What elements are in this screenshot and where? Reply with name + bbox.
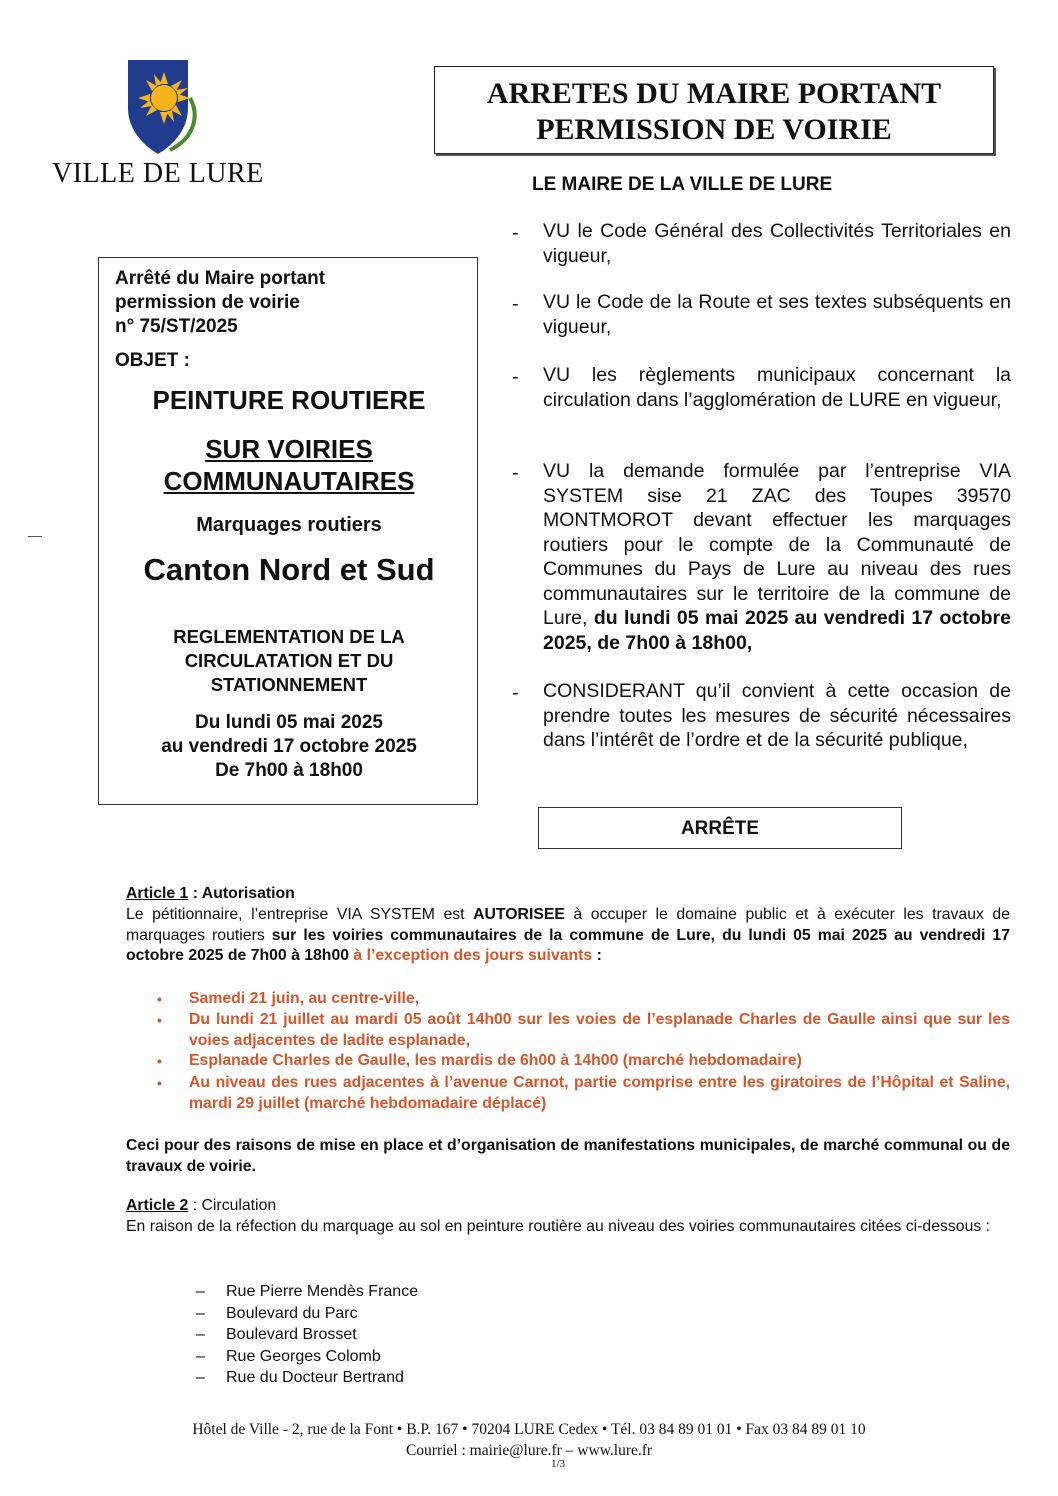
list-dash: – xyxy=(196,1348,205,1365)
objet-label: OBJET : xyxy=(115,350,190,371)
date-line1: Du lundi 05 mai 2025 xyxy=(195,712,383,733)
list-dash: - xyxy=(512,293,519,315)
article-number: Article 2 xyxy=(126,1197,189,1214)
decree-type-line1: Arrêté du Maire portant xyxy=(115,268,326,289)
street-name: Rue Pierre Mendès France xyxy=(226,1283,419,1300)
exception-text: Au niveau des rues adjacentes à l’avenue Carnot, partie comprise entre les giratoires de l’Hôpital et Saline, mardi 29 juillet (marché hebdomadaire déplacé) xyxy=(189,1074,1010,1112)
list-dash: - xyxy=(512,222,519,244)
article-1-heading xyxy=(126,884,1010,905)
bullet: • xyxy=(157,991,162,1007)
street-name: Boulevard Brosset xyxy=(226,1326,357,1343)
text-run-bold: AUTORISEE xyxy=(473,906,565,923)
footer-address: Hôtel de Ville - 2, rue de la Font • B.P. 167 • 70204 LURE Cedex • Tél. 03 84 89 01 01 • Fax 03 84 89 01 10 xyxy=(192,1421,866,1438)
bullet: • xyxy=(157,1053,162,1069)
list-dash: - xyxy=(512,682,519,704)
bullet: • xyxy=(157,1012,162,1028)
text-run-bold: sur les voiries communautaires de la commune de Lure, du lundi 05 mai 2025 au vendredi 17 octobre 2025 de 7h00 à 18h00 xyxy=(126,926,1010,964)
street-name: Rue du Docteur Bertrand xyxy=(226,1369,404,1386)
text-run: Le pétitionnaire, l’entreprise VIA SYSTEM est xyxy=(126,906,474,923)
decree-number: n° 75/ST/2025 xyxy=(115,316,238,337)
list-dash: - xyxy=(512,462,519,484)
margin-mark xyxy=(28,536,42,537)
list-dash: - xyxy=(512,366,519,388)
decree-type-line2: permission de voirie xyxy=(115,292,300,313)
subject-line2: SUR VOIRIES xyxy=(205,434,373,464)
footer-contact: Courriel : mairie@lure.fr – www.lure.fr xyxy=(405,1442,653,1459)
subject-line1: PEINTURE ROUTIERE xyxy=(152,385,426,415)
exception-text: Samedi 21 juin, au centre-ville, xyxy=(189,990,420,1007)
list-dash: – xyxy=(196,1283,205,1300)
date-line3: De 7h00 à 18h00 xyxy=(215,760,363,781)
article-title: : Autorisation xyxy=(188,885,295,902)
arrete-heading: ARRÊTE xyxy=(538,807,902,849)
article-title: : Circulation xyxy=(188,1197,277,1214)
vu-request-text: VU la demande formulée par l’entreprise VIA SYSTEM sise 21 ZAC des Toupes 39570 MONTMOROT devant effectuer les marquages routiers pour le compte de la Communauté de Communes du Pays de Lure au niveau des rues communautaires sur le territoire de la commune de Lure, xyxy=(543,460,1011,629)
vu-item-text: VU le Code Général des Collectivités Territoriales en vigueur, xyxy=(543,220,1011,267)
regulation-line2: CIRCULATATION ET DU xyxy=(184,650,394,671)
ville-de-lure-logo xyxy=(118,58,208,158)
article-1-body xyxy=(126,905,1010,967)
vu-item-text xyxy=(543,459,1011,655)
text-run: à occuper le domaine public et à exécuter les travaux de marquages routiers xyxy=(126,906,1010,944)
decree-summary-box xyxy=(98,257,478,805)
date-line2: au vendredi 17 octobre 2025 xyxy=(161,736,417,757)
title-line-1: ARRETES DU MAIRE PORTANT xyxy=(486,77,942,110)
authority-heading: LE MAIRE DE LA VILLE DE LURE xyxy=(532,174,833,195)
title-line-2: PERMISSION DE VOIRIE xyxy=(536,113,892,146)
subject-line4: Marquages routiers xyxy=(196,514,382,536)
text-run-bold: : xyxy=(592,947,602,964)
list-dash: – xyxy=(196,1369,205,1386)
regulation-line3: STATIONNEMENT xyxy=(210,674,368,695)
vu-item-text: CONSIDERANT qu’il convient à cette occasion de prendre toutes les mesures de sécurité nécessaires dans l’intérêt de l’ordre et de la sécurité publique, xyxy=(543,680,1011,751)
bullet: • xyxy=(157,1075,162,1091)
article-2-heading xyxy=(126,1196,1010,1217)
list-dash: – xyxy=(196,1305,205,1322)
street-name: Rue Georges Colomb xyxy=(226,1348,381,1365)
regulation-line1: REGLEMENTATION DE LA xyxy=(173,626,405,647)
subject-line5: Canton Nord et Sud xyxy=(143,552,435,587)
text-run-orange: à l’exception des jours suivants xyxy=(349,947,593,964)
article-1-closing: Ceci pour des raisons de mise en place et d’organisation de manifestations municipales, de marché communal ou de travaux de voirie. xyxy=(126,1137,1010,1175)
vu-item-text: VU les règlements municipaux concernant la circulation dans l’agglomération de LURE en vigueur, xyxy=(543,364,1011,411)
article-2-intro: En raison de la réfection du marquage au sol en peinture routière au niveau des voiries communautaires citées ci-dessous : xyxy=(126,1218,991,1235)
vu-item-text: VU le Code de la Route et ses textes subséquents en vigueur, xyxy=(543,291,1011,338)
subject-line3: COMMUNAUTAIRES xyxy=(163,466,415,496)
street-name: Boulevard du Parc xyxy=(226,1305,358,1322)
exception-text: Du lundi 21 juillet au mardi 05 août 14h00 sur les voies de l’esplanade Charles de Gaulle ainsi que sur les voies adjacentes de ladite esplanade, xyxy=(189,1011,1010,1049)
city-name: VILLE DE LURE xyxy=(52,158,264,189)
document-title-box xyxy=(434,66,994,154)
list-dash: – xyxy=(196,1326,205,1343)
vu-request-dates: du lundi 05 mai 2025 au vendredi 17 octobre 2025, de 7h00 à 18h00, xyxy=(543,607,1011,654)
page-number: 1/3 xyxy=(551,1458,566,1470)
exception-text: Esplanade Charles de Gaulle, les mardis de 6h00 à 14h00 (marché hebdomadaire) xyxy=(189,1052,802,1069)
article-number: Article 1 xyxy=(126,885,189,902)
